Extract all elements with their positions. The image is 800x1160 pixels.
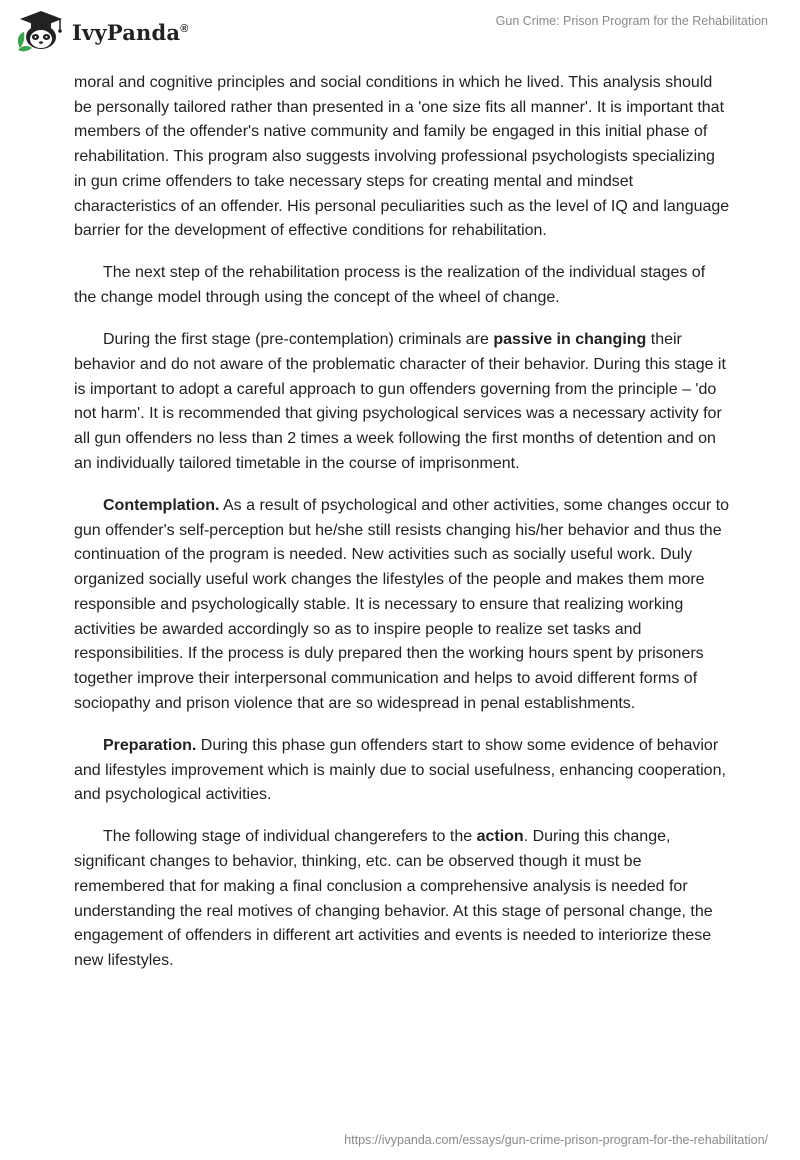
stage-heading: Preparation.: [103, 736, 197, 754]
emphasis: passive in changing: [493, 331, 647, 349]
stage-heading: Contemplation.: [103, 497, 220, 515]
paragraph: moral and cognitive principles and social conditions in which he lived. This analysis should be personally tailored rather than presented in a 'one size fits all manner'. It is important that members of the offender's native community and family be engaged in this initial phase of rehabilitation. This program also suggests involving professional psychologists specializing in gun crime offenders to take necessary steps for creating mental and mindset characteristics of an offender. His personal peculiarities such as the level of IQ and language barrier for the development of effective conditions for rehabilitation.: [74, 74, 730, 240]
registered-mark: ®: [180, 22, 189, 35]
essay-body: [74, 71, 730, 991]
emphasis: action: [476, 828, 524, 846]
page-header: [0, 0, 800, 70]
paragraph: Contemplation. As a result of psychological and other activities, some changes occur to gun offender's self-perception but he/she still resists changing his/her behavior and thus the continuation of the program is needed. New activities such as socially useful work. Duly organized socially useful work changes the lifestyles of the people and makes them more responsible and psychologically stable. It is necessary to ensure that realizing working activities be awarded accordingly so as to inspire people to realize set tasks and responsibilities. If the process is duly prepared then the working hours spent by prisoners together improve their interpersonal communication and helps to avoid different forms of sociopathy and prison violence that are so widespread in penal establishments.: [74, 497, 730, 712]
source-url[interactable]: https://ivypanda.com/essays/gun-crime-prison-program-for-the-rehabilitation/: [344, 1133, 768, 1147]
panda-graduate-icon: [14, 8, 68, 52]
brand-name: IvyPanda®: [72, 19, 189, 45]
paragraph: The following stage of individual changerefers to the action. During this change, significant changes to behavior, thinking, etc. can be observed though it must be remembered that for making a final conclusion a comprehensive analysis is needed for understanding the real motives of changing behavior. At this stage of personal change, the engagement of offenders in different art activities and events is needed to interiorize these new lifestyles.: [74, 828, 713, 969]
ivypanda-logo[interactable]: [14, 8, 189, 52]
document-title: Gun Crime: Prison Program for the Rehabilitation: [495, 14, 768, 28]
paragraph: Preparation. During this phase gun offenders start to show some evidence of behavior and lifestyles improvement which is mainly due to social usefulness, enhancing cooperation, and psychological activities.: [74, 736, 726, 804]
paragraph: During the first stage (pre-contemplation) criminals are passive in changing their behavior and do not aware of the problematic character of their behavior. During this stage it is important to adopt a careful approach to gun offenders governing from the principle – 'do not harm'. It is recommended that giving psychological services was a necessary activity for all gun offenders no less than 2 times a week following the first months of detention and on an individually tailored timetable in the course of imprisonment.: [74, 331, 726, 472]
paragraph: The next step of the rehabilitation process is the realization of the individual stages of the change model through using the concept of the wheel of change.: [74, 264, 706, 307]
